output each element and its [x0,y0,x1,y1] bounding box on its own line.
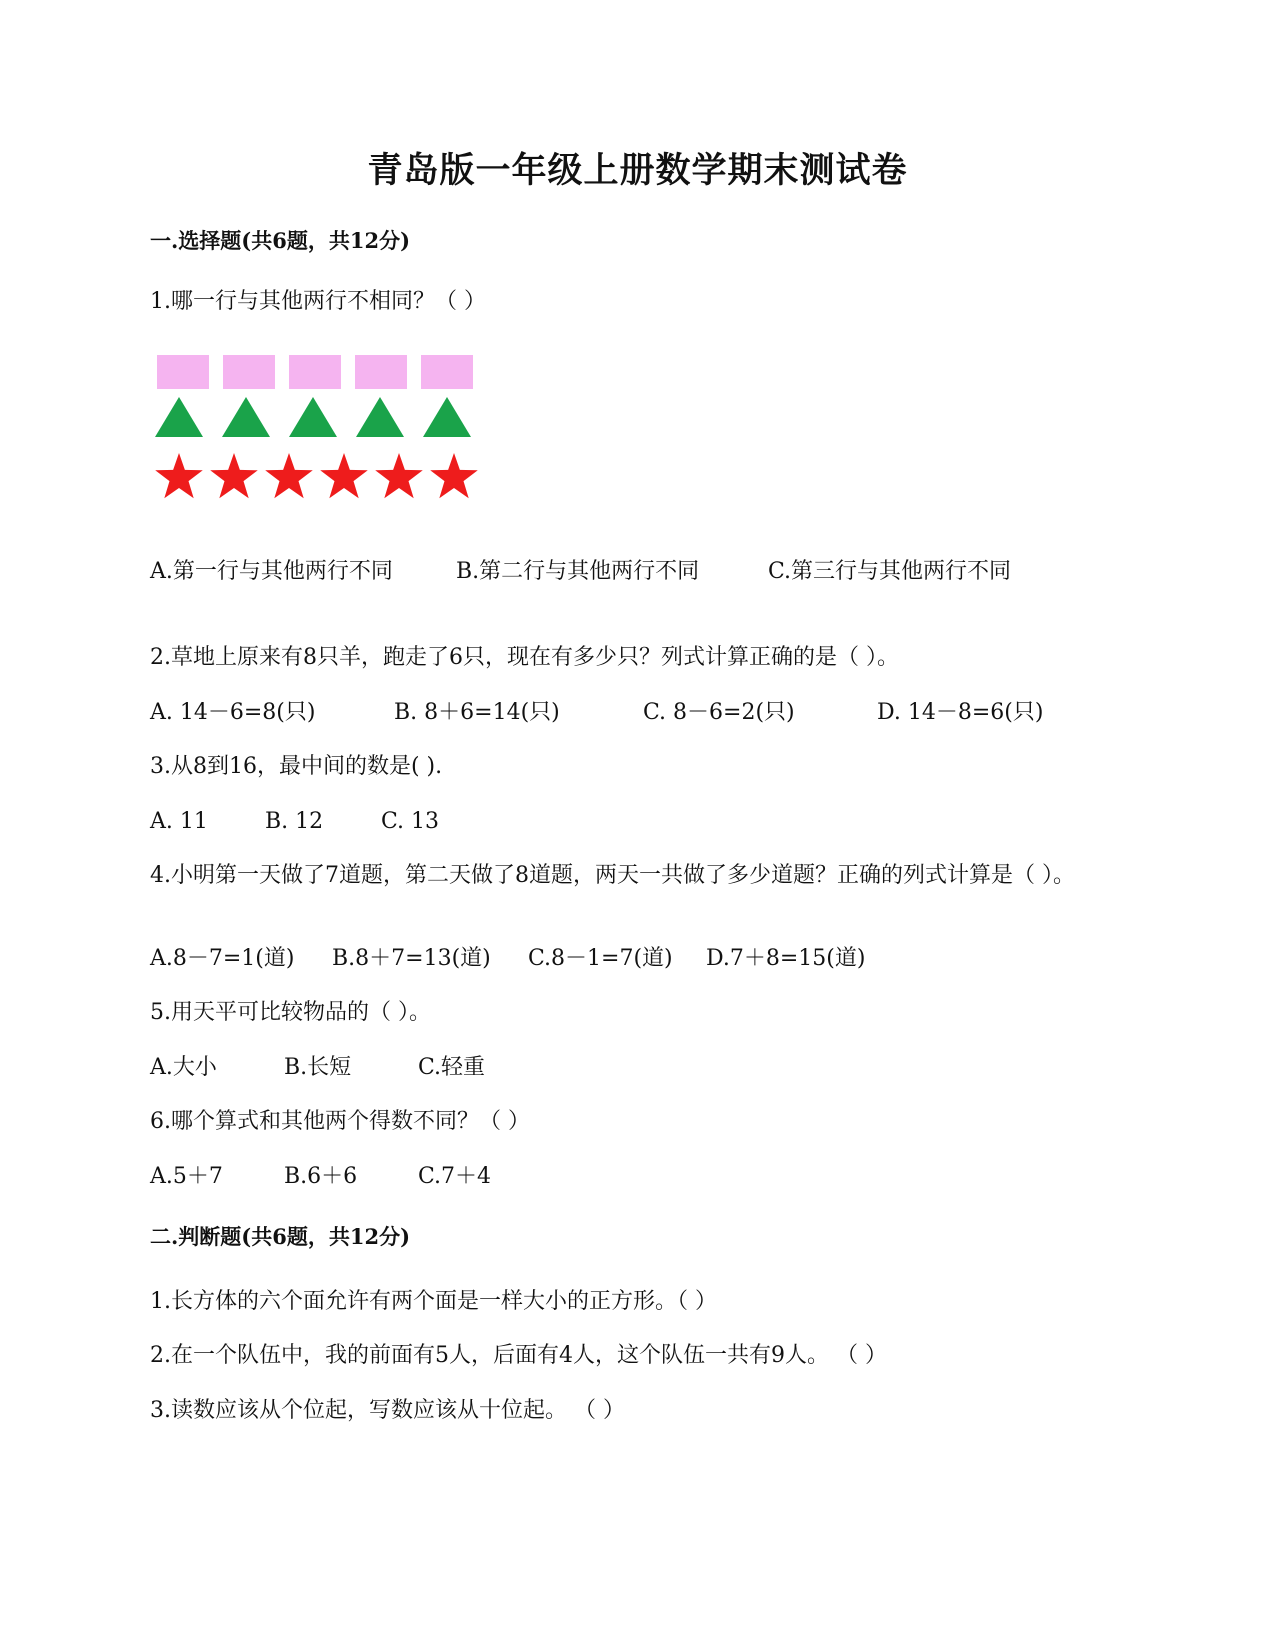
rectangle-row [157,355,473,389]
question-2-text: 2.草地上原来有8只羊，跑走了6只，现在有多少只？列式计算正确的是（ ）。 [150,645,899,670]
pink-rectangle-shape [223,355,275,389]
triangle-row [155,397,471,437]
question-1-option-b: B.第二行与其他两行不同 [456,559,700,584]
judgement-item-1: 1.长方体的六个面允许有两个面是一样大小的正方形。（ ） [150,1289,717,1314]
question-2-option-d: D. 14－8=6(只) [877,700,1044,725]
question-4-option-b: B.8＋7=13(道) [332,946,491,971]
red-star-shape [155,453,203,498]
question-4-option-d: D.7＋8=15(道) [706,946,866,971]
red-star-shape [210,453,258,498]
judgement-item-2: 2.在一个队伍中，我的前面有5人，后面有4人，这个队伍一共有9人。 （ ） [150,1343,887,1368]
question-3-text: 3.从8到16，最中间的数是( ). [150,754,443,779]
question-2-option-b: B. 8＋6=14(只) [394,700,560,725]
question-1-option-c: C.第三行与其他两行不同 [768,559,1012,584]
question-6-text: 6.哪个算式和其他两个得数不同？（ ） [150,1109,530,1134]
star-row [155,453,478,498]
question-5-text: 5.用天平可比较物品的（ ）。 [150,1000,431,1025]
question-4-option-a: A.8－7=1(道) [150,946,295,971]
question-3-option-c: C. 13 [381,809,440,834]
judgement-item-3: 3.读数应该从个位起，写数应该从十位起。 （ ） [150,1398,625,1423]
red-star-shape [265,453,313,498]
red-star-shape [320,453,368,498]
pink-rectangle-shape [355,355,407,389]
red-star-shape [430,453,478,498]
question-6-option-b: B.6＋6 [284,1164,358,1189]
document-title: 青岛版一年级上册数学期末测试卷 [367,150,908,191]
question-1-text: 1.哪一行与其他两行不相同？（ ） [150,289,486,314]
shapes-figure [155,355,500,530]
green-triangle-shape [222,397,270,437]
question-6-option-c: C.7＋4 [418,1164,492,1189]
green-triangle-shape [356,397,404,437]
section-heading-choice: 一.选择题(共6题，共12分) [150,228,411,253]
question-6-option-a: A.5＋7 [150,1164,223,1189]
question-4-option-c: C.8－1=7(道) [528,946,673,971]
question-5-option-c: C.轻重 [418,1055,486,1080]
question-5-option-a: A.大小 [150,1055,217,1080]
question-1-option-a: A.第一行与其他两行不同 [150,559,393,584]
question-2-option-c: C. 8－6=2(只) [643,700,795,725]
pink-rectangle-shape [289,355,341,389]
pink-rectangle-shape [421,355,473,389]
green-triangle-shape [423,397,471,437]
question-3-option-b: B. 12 [265,809,324,834]
red-star-shape [375,453,423,498]
question-4-text: 4.小明第一天做了7道题，第二天做了8道题，两天一共做了多少道题？正确的列式计算是（ ）。 [150,863,1075,888]
green-triangle-shape [155,397,203,437]
question-3-option-a: A. 11 [150,809,208,834]
question-5-option-b: B.长短 [284,1055,352,1080]
green-triangle-shape [289,397,337,437]
question-2-option-a: A. 14－6=8(只) [150,700,316,725]
section-heading-judgement: 二.判断题(共6题，共12分) [150,1224,411,1249]
pink-rectangle-shape [157,355,209,389]
